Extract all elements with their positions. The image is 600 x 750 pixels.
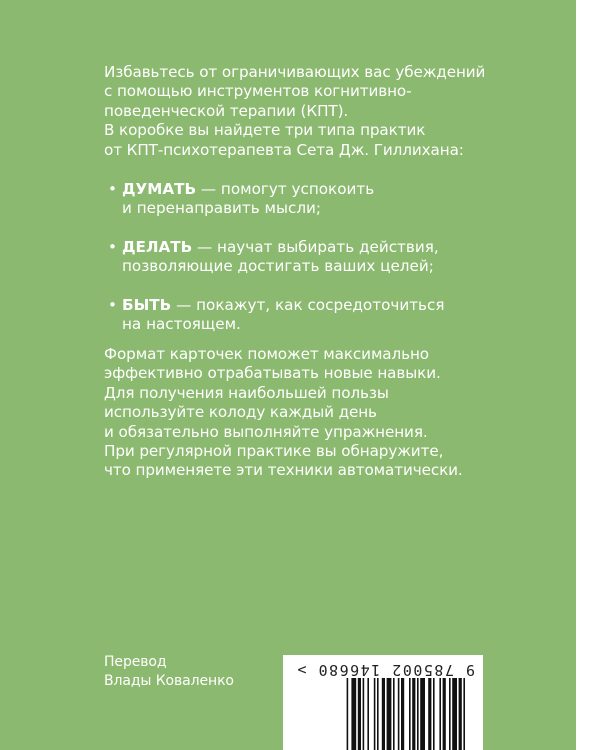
practice-item-think — [108, 180, 444, 219]
barcode-bar — [363, 678, 365, 750]
translator-credit — [104, 653, 234, 691]
barcode-bar — [443, 678, 446, 750]
barcode-bar — [401, 678, 404, 750]
barcode-digits: 9 785002 146680 > — [295, 661, 475, 679]
barcode-bar — [433, 678, 435, 750]
barcode-bar — [459, 678, 462, 750]
practice-item-do — [108, 237, 444, 277]
practice-term: ДЕЛАТЬ — [122, 237, 193, 256]
bullet-icon: • — [108, 180, 117, 198]
barcode-bar — [351, 678, 356, 750]
text-line: с помощью инструментов когнитивно- — [104, 82, 412, 101]
intro-paragraph — [104, 63, 485, 160]
practice-term: ДУМАТЬ — [122, 180, 197, 198]
practice-list — [108, 180, 445, 353]
practice-description: и перенаправить мысли; — [122, 199, 322, 218]
practice-description: — научат выбирать действия, — [192, 237, 439, 256]
translator-name: Влады Коваленко — [104, 673, 234, 689]
isbn-barcode — [283, 655, 483, 750]
text-line: поведенческой терапии (КПТ). — [104, 101, 349, 120]
barcode-bar — [358, 678, 361, 750]
practice-description: — покажут, как сосредоточиться — [171, 295, 445, 314]
text-line: Избавьтесь от ограничивающих вас убеждений — [104, 63, 486, 81]
practice-item-be — [108, 295, 445, 335]
text-line: В коробке вы найдете три типа практик — [104, 121, 426, 140]
practice-description: позволяющие достигать ваших целей; — [122, 257, 434, 276]
barcode-bar — [347, 678, 349, 750]
practice-description: на настоящем. — [122, 315, 241, 334]
text-line: от КПТ-психотерапевта Сета Дж. Гиллихана: — [104, 140, 464, 159]
text-line: эффективно отрабатывать новые навыки. — [104, 364, 441, 383]
text-line: Для получения наибольшей пользы — [104, 383, 389, 402]
barcode-bar — [452, 678, 457, 750]
barcode-bar — [398, 678, 400, 750]
barcode-bar — [439, 678, 441, 750]
barcode-bar — [374, 678, 376, 750]
barcode-bar — [428, 678, 431, 750]
text-line: При регулярной практике вы обнаружите, — [104, 442, 444, 461]
practice-term: БЫТЬ — [122, 295, 172, 314]
practice-description: — помогут успокоить — [196, 180, 375, 198]
barcode-bar — [412, 678, 415, 750]
text-line: что применяете эти техники автоматически. — [104, 461, 463, 480]
barcode-bar — [463, 678, 465, 750]
barcode-bar — [449, 678, 451, 750]
bullet-icon: • — [108, 295, 117, 314]
text-line: используйте колоду каждый день — [104, 403, 377, 422]
barcode-bar — [377, 678, 379, 750]
barcode-bar — [409, 678, 411, 750]
barcode-bar — [382, 678, 385, 750]
barcode-bar — [367, 678, 369, 750]
barcode-bar — [420, 678, 425, 750]
text-line: и обязательно выполняйте упражнения. — [104, 422, 428, 441]
credit-label: Перевод — [104, 654, 167, 670]
barcode-bar — [393, 678, 395, 750]
bullet-icon: • — [108, 237, 117, 256]
outro-paragraph — [104, 345, 463, 481]
barcode-bar — [417, 678, 419, 750]
text-line: Формат карточек поможет максимально — [104, 345, 429, 363]
barcode-bar — [387, 678, 392, 750]
